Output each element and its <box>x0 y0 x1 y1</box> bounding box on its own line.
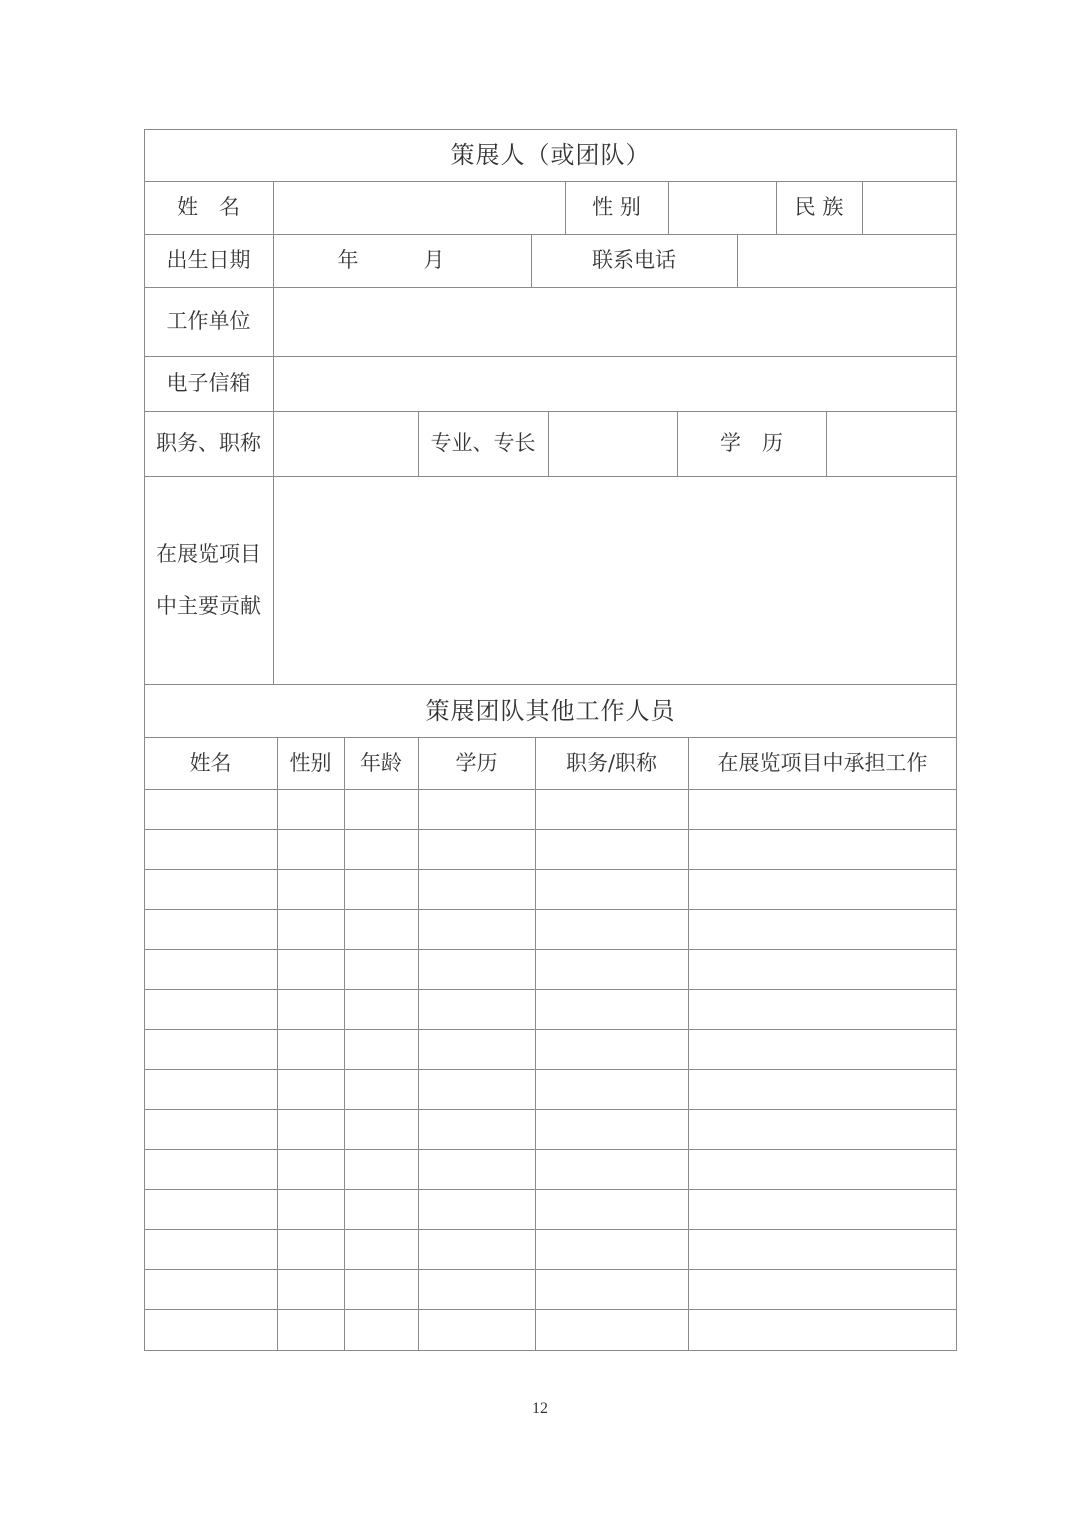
team-table-cell[interactable] <box>535 909 688 949</box>
team-table-cell[interactable] <box>688 789 957 829</box>
ethnicity-field[interactable] <box>862 181 957 234</box>
team-table-cell[interactable] <box>535 1149 688 1189</box>
team-table-cell[interactable] <box>344 1069 418 1109</box>
phone-field[interactable] <box>737 234 957 287</box>
team-table-cell[interactable] <box>344 1309 418 1349</box>
page-number: 12 <box>532 1400 548 1417</box>
education-field[interactable] <box>826 411 957 476</box>
specialty-label: 专业、专长 <box>430 431 536 455</box>
gender-label: 性 别 <box>592 195 641 219</box>
team-table-cell[interactable] <box>418 909 535 949</box>
team-table-cell[interactable] <box>688 1189 957 1229</box>
team-table-cell[interactable] <box>144 989 277 1029</box>
team-table-cell[interactable] <box>344 789 418 829</box>
team-table-cell[interactable] <box>535 1029 688 1069</box>
team-table-cell[interactable] <box>535 1269 688 1309</box>
specialty-field[interactable] <box>548 411 677 476</box>
position-field[interactable] <box>273 411 418 476</box>
team-table-cell[interactable] <box>344 1229 418 1269</box>
team-table-cell[interactable] <box>144 1189 277 1229</box>
team-table-cell[interactable] <box>144 829 277 869</box>
contribution-label <box>144 476 273 684</box>
team-table-cell[interactable] <box>418 1149 535 1189</box>
team-table-cell[interactable] <box>418 989 535 1029</box>
team-table-cell[interactable] <box>344 1029 418 1069</box>
team-table-cell[interactable] <box>535 989 688 1029</box>
col-header-position: 职务/职称 <box>565 750 658 775</box>
team-table-cell[interactable] <box>344 909 418 949</box>
team-table-cell[interactable] <box>144 949 277 989</box>
team-table-cell[interactable] <box>418 1029 535 1069</box>
team-table-cell[interactable] <box>688 1309 957 1349</box>
team-table-cell[interactable] <box>688 1149 957 1189</box>
col-header-gender: 性别 <box>289 750 332 775</box>
team-table-cell[interactable] <box>277 1149 344 1189</box>
team-table-cell[interactable] <box>535 789 688 829</box>
employer-field[interactable] <box>273 287 957 356</box>
team-table-cell[interactable] <box>144 1149 277 1189</box>
birth-month-label: 月 <box>423 248 445 272</box>
gender-field[interactable] <box>668 181 776 234</box>
team-table-cell[interactable] <box>688 1029 957 1069</box>
name-field[interactable] <box>273 181 565 234</box>
team-table-cell[interactable] <box>688 1229 957 1269</box>
team-table-cell[interactable] <box>418 1109 535 1149</box>
team-table-cell[interactable] <box>144 1029 277 1069</box>
phone-label: 联系电话 <box>592 248 676 272</box>
team-table-cell[interactable] <box>418 789 535 829</box>
team-table-cell[interactable] <box>144 1069 277 1109</box>
team-table-cell[interactable] <box>688 1269 957 1309</box>
team-table-cell[interactable] <box>144 1109 277 1149</box>
team-table-cell[interactable] <box>277 1309 344 1349</box>
contribution-field[interactable] <box>273 476 957 684</box>
team-table-cell[interactable] <box>277 949 344 989</box>
team-table-cell[interactable] <box>688 1109 957 1149</box>
team-table-cell[interactable] <box>535 1189 688 1229</box>
team-table-cell[interactable] <box>688 829 957 869</box>
col-header-name: 姓名 <box>189 750 232 775</box>
team-table-cell[interactable] <box>144 1229 277 1269</box>
team-table-cell[interactable] <box>535 949 688 989</box>
team-table-cell[interactable] <box>277 869 344 909</box>
ethnicity-label: 民 族 <box>794 195 844 219</box>
team-table-cell[interactable] <box>277 1109 344 1149</box>
education-label: 学 历 <box>720 431 783 455</box>
team-table-cell[interactable] <box>535 1309 688 1349</box>
team-table-cell[interactable] <box>535 829 688 869</box>
team-table-cell[interactable] <box>344 989 418 1029</box>
contribution-label-line1: 在展览项目 <box>156 542 261 566</box>
team-table-cell[interactable] <box>144 869 277 909</box>
team-table-cell[interactable] <box>344 869 418 909</box>
team-table-cell[interactable] <box>277 1029 344 1069</box>
team-table-cell[interactable] <box>277 829 344 869</box>
contribution-label-line2: 中主要贡献 <box>156 594 261 618</box>
team-table-cell[interactable] <box>144 909 277 949</box>
team-table-cell[interactable] <box>344 1269 418 1309</box>
team-table-cell[interactable] <box>277 1069 344 1109</box>
col-header-education: 学历 <box>455 750 498 775</box>
col-header-age: 年龄 <box>360 750 402 775</box>
team-table-cell[interactable] <box>418 1189 535 1229</box>
team-table-cell[interactable] <box>688 869 957 909</box>
team-table-cell[interactable] <box>144 1269 277 1309</box>
team-table-cell[interactable] <box>144 789 277 829</box>
team-table-cell[interactable] <box>277 1189 344 1229</box>
team-table-cell[interactable] <box>418 1309 535 1349</box>
name-label: 姓 名 <box>177 195 240 219</box>
team-table-cell[interactable] <box>418 949 535 989</box>
team-table-cell[interactable] <box>344 949 418 989</box>
team-table-cell[interactable] <box>418 1269 535 1309</box>
team-table-cell[interactable] <box>277 989 344 1029</box>
team-table-cell[interactable] <box>344 829 418 869</box>
team-table-cell[interactable] <box>535 869 688 909</box>
team-table-cell[interactable] <box>418 1229 535 1269</box>
team-table-cell[interactable] <box>344 1109 418 1149</box>
email-field[interactable] <box>273 356 957 411</box>
employer-label: 工作单位 <box>166 309 251 333</box>
birth-date-label: 出生日期 <box>166 248 251 272</box>
birth-year-label: 年 <box>337 248 359 272</box>
team-table-cell[interactable] <box>344 1189 418 1229</box>
team-table-cell[interactable] <box>418 1069 535 1109</box>
section-title: 策展人（或团队） <box>450 141 651 169</box>
team-table-cell[interactable] <box>418 869 535 909</box>
team-table-cell[interactable] <box>277 789 344 829</box>
team-table-cell[interactable] <box>688 989 957 1029</box>
team-table-cell[interactable] <box>277 1229 344 1269</box>
team-table-cell[interactable] <box>277 909 344 949</box>
team-table-cell[interactable] <box>535 1109 688 1149</box>
team-table-cell[interactable] <box>688 949 957 989</box>
team-table-cell[interactable] <box>418 829 535 869</box>
team-table-cell[interactable] <box>688 1069 957 1109</box>
team-table-cell[interactable] <box>535 1069 688 1109</box>
team-table-cell[interactable] <box>277 1269 344 1309</box>
email-label: 电子信箱 <box>166 371 251 395</box>
team-table-cell[interactable] <box>688 909 957 949</box>
team-table-cell[interactable] <box>344 1149 418 1189</box>
col-header-responsibility: 在展览项目中承担工作 <box>717 750 928 775</box>
team-table-cell[interactable] <box>535 1229 688 1269</box>
team-section-title: 策展团队其他工作人员 <box>425 696 676 725</box>
position-label: 职务、职称 <box>156 431 261 455</box>
team-table-cell[interactable] <box>144 1309 277 1349</box>
